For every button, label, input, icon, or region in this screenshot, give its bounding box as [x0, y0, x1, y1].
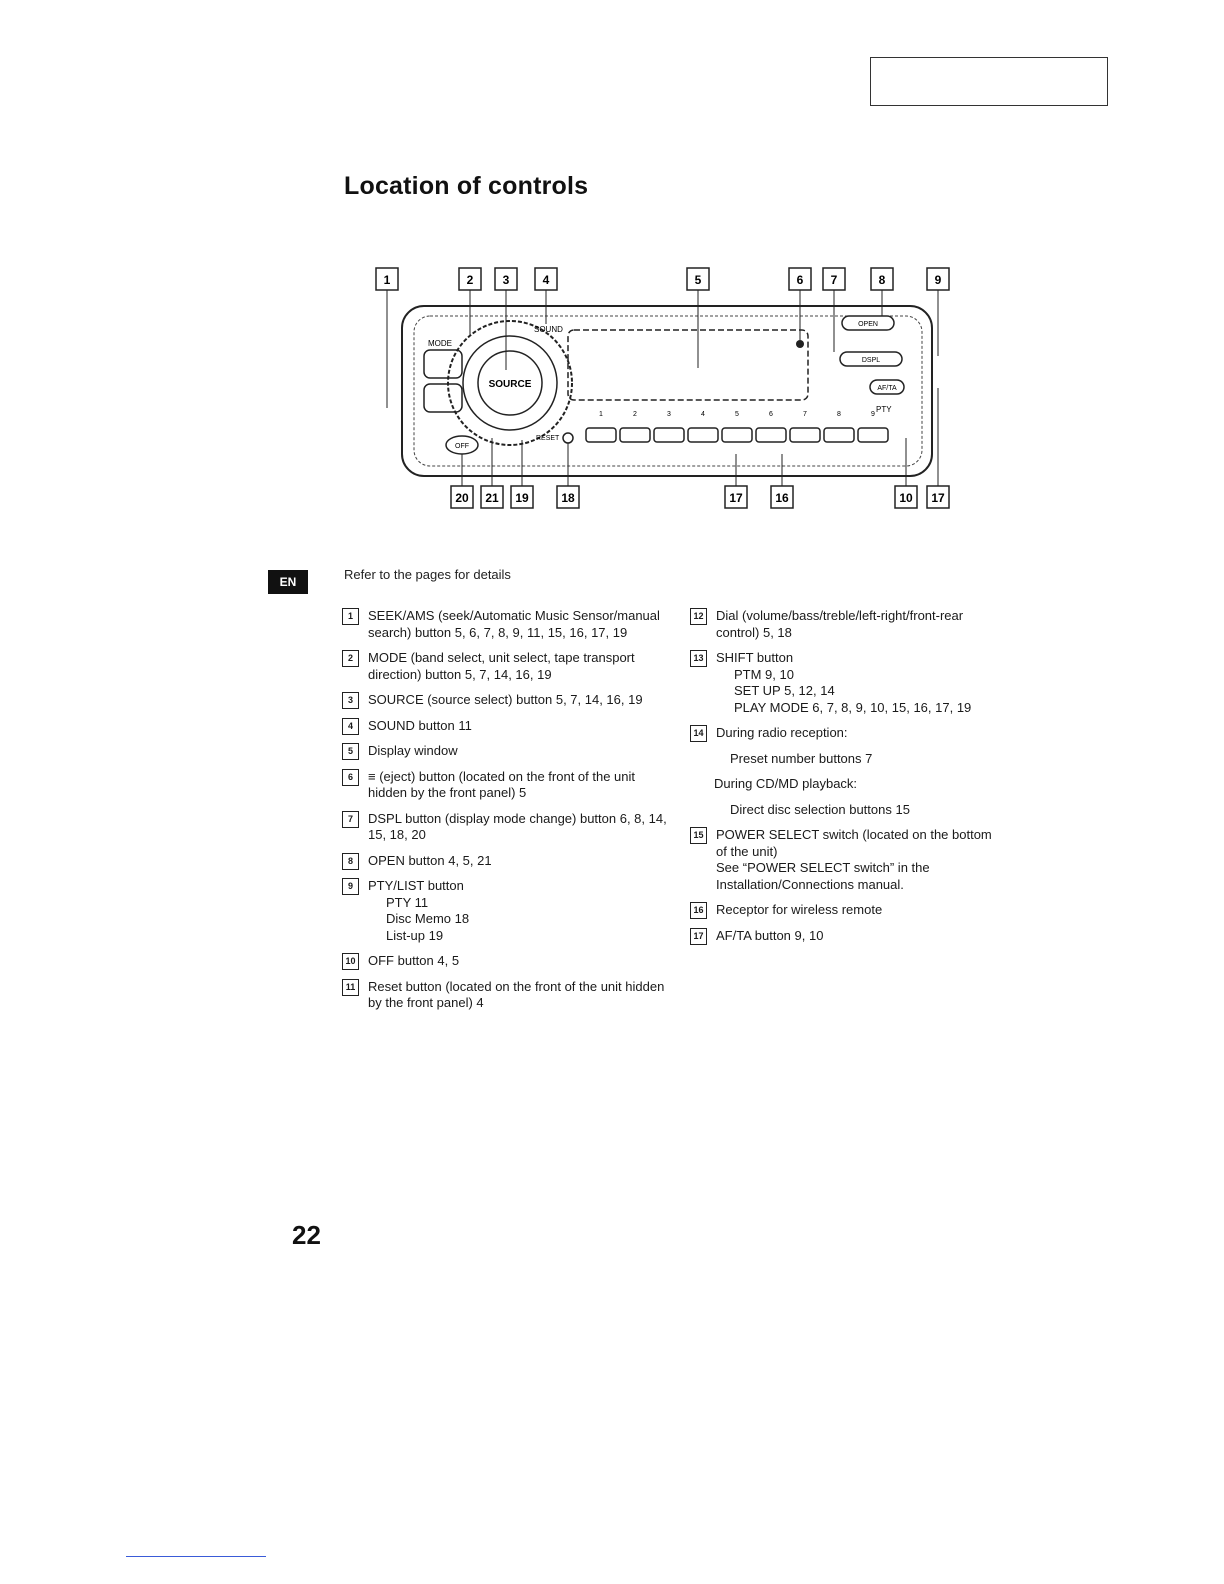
legend-item-16	[690, 902, 1000, 919]
legend-item-15	[690, 827, 1000, 893]
svg-text:8: 8	[878, 273, 886, 287]
reset-label: RESET	[536, 435, 560, 442]
page-title: Location of controls	[344, 172, 589, 200]
legend-text: Receptor for wireless remote	[716, 902, 883, 917]
language-tab: EN	[268, 570, 308, 594]
display-window	[568, 330, 808, 400]
leader-lines	[387, 290, 938, 486]
preset-button-7	[790, 428, 820, 442]
callout-bottom-1	[481, 486, 503, 508]
legend-number: 1	[342, 608, 359, 625]
svg-text:4: 4	[542, 273, 550, 287]
legend-text: Preset number buttons 7	[730, 750, 873, 766]
svg-text:19: 19	[515, 491, 529, 505]
legend-number: 9	[342, 878, 359, 895]
legend-item-10	[342, 953, 672, 970]
af-ta-label: AF/TA	[877, 385, 897, 392]
svg-text:21: 21	[485, 491, 499, 505]
preset-number-2: 2	[633, 411, 637, 418]
legend-subitem	[690, 751, 1000, 768]
callout-bottom-6	[895, 486, 917, 508]
svg-text:1: 1	[383, 273, 391, 287]
legend-number: 16	[690, 902, 707, 919]
legend-text: SOURCE (source select) button 5, 7, 14, 16, 19	[368, 692, 643, 707]
callout-bottom-3	[557, 486, 579, 508]
legend-number: 10	[342, 953, 359, 970]
legend-number: 6	[342, 769, 359, 786]
footer-link-line	[126, 1556, 266, 1557]
legend-number: 12	[690, 608, 707, 625]
legend-text: AF/TA button 9, 10	[716, 927, 824, 943]
callout-bottom-7	[927, 486, 949, 508]
legend-item-6	[342, 769, 672, 802]
preset-number-9: 9	[871, 411, 875, 418]
svg-text:20: 20	[455, 491, 469, 505]
callout-top-6	[789, 268, 811, 290]
callout-bottom-5	[771, 486, 793, 508]
legend-number: 3	[342, 692, 359, 709]
preset-number-6: 6	[769, 411, 773, 418]
legend-item-1	[342, 608, 672, 641]
svg-text:5: 5	[694, 273, 702, 287]
legend-text: SHIFT button	[716, 650, 794, 665]
svg-text:2: 2	[466, 273, 474, 287]
legend-item-11	[342, 979, 672, 1012]
legend-item-3	[342, 692, 672, 709]
svg-text:16: 16	[775, 491, 789, 505]
legend-text: ≡ (eject) button (located on the front of the unit hidden by the front panel) 5	[368, 768, 636, 800]
legend-text: SET UP 5, 12, 14	[734, 683, 835, 698]
legend-number: 7	[342, 811, 359, 828]
right-legend	[690, 608, 1000, 953]
source-label: SOURCE	[488, 379, 532, 390]
legend-text: OPEN button 4, 5, 21	[368, 852, 492, 868]
receptor	[796, 340, 804, 348]
sound-label: SOUND	[534, 325, 563, 334]
legend-text: MODE (band select, unit select, tape transport direction) button 5, 7, 14, 16, 19	[368, 650, 635, 682]
legend-text: Dial (volume/bass/treble/left-right/front-rear control) 5, 18	[716, 608, 964, 640]
preset-number-3: 3	[667, 411, 671, 418]
legend-item-14	[690, 725, 1000, 742]
legend-number: 4	[342, 718, 359, 735]
legend-number: 2	[342, 650, 359, 667]
callout-bottom-4	[725, 486, 747, 508]
legend-text: List-up 19	[386, 927, 444, 943]
preset-button-6	[756, 428, 786, 442]
preset-number-7: 7	[803, 411, 807, 418]
legend-text: PLAY MODE 6, 7, 8, 9, 10, 15, 16, 17, 19	[734, 699, 972, 715]
legend-text: Display window	[368, 743, 458, 758]
svg-text:7: 7	[830, 273, 838, 287]
legend-number: 17	[690, 928, 707, 945]
control-panel-diagram	[370, 258, 960, 518]
seek-button-down	[424, 384, 462, 412]
callout-top-8	[871, 268, 893, 290]
legend-number: 8	[342, 853, 359, 870]
legend-item-5	[342, 743, 672, 760]
legend-item-9	[342, 878, 672, 944]
legend-number: 15	[690, 827, 707, 844]
callout-top-4	[535, 268, 557, 290]
legend-item-4	[342, 718, 672, 735]
callout-bottom-0	[451, 486, 473, 508]
preset-button-2	[620, 428, 650, 442]
seek-button-up	[424, 350, 462, 378]
callout-top-9	[927, 268, 949, 290]
preset-button-3	[654, 428, 684, 442]
preset-number-8: 8	[837, 411, 841, 418]
legend-item-7	[342, 811, 672, 844]
svg-text:3: 3	[502, 273, 510, 287]
legend-number: 11	[342, 979, 359, 996]
legend-number: 13	[690, 650, 707, 667]
open-label: OPEN	[858, 321, 878, 328]
legend-text: PTM 9, 10	[734, 666, 794, 682]
legend-number: 5	[342, 743, 359, 760]
header-box	[870, 57, 1108, 106]
callout-top-5	[687, 268, 709, 290]
legend-text: DSPL button (display mode change) button 6, 8, 14, 15, 18, 20	[368, 810, 667, 842]
preset-button-5	[722, 428, 752, 442]
legend-text: Direct disc selection buttons 15	[730, 801, 910, 817]
dspl-label: DSPL	[861, 357, 881, 364]
svg-text:6: 6	[796, 273, 804, 287]
legend-text: SOUND button 11	[368, 717, 472, 733]
legend-text: During CD/MD playback:	[714, 776, 858, 791]
preset-number-1: 1	[599, 411, 603, 418]
legend-item-13	[690, 650, 1000, 716]
preset-number-4: 4	[701, 411, 705, 418]
legend-text: PTY/LIST button	[368, 878, 464, 893]
refer-note: Refer to the pages for details	[344, 567, 511, 582]
preset-button-1	[586, 428, 616, 442]
legend-text: POWER SELECT switch (located on the bottom of the unit)	[716, 827, 992, 859]
legend-text: See “POWER SELECT switch” in the Installation/Connections manual.	[716, 860, 930, 892]
left-legend	[342, 608, 672, 1021]
legend-text: Reset button (located on the front of the unit hidden by the front panel) 4	[368, 978, 665, 1010]
preset-button-8	[824, 428, 854, 442]
page-number: 22	[292, 1220, 321, 1250]
legend-text: OFF button 4, 5	[368, 953, 460, 968]
legend-number: 14	[690, 725, 707, 742]
svg-text:17: 17	[729, 491, 743, 505]
preset-button-4	[688, 428, 718, 442]
pty-label: PTY	[876, 405, 892, 414]
legend-text: SEEK/AMS (seek/Automatic Music Sensor/manual search) button 5, 6, 7, 8, 9, 11, 15, 16, 17, 19	[368, 608, 660, 640]
callout-top-2	[459, 268, 481, 290]
legend-subitem	[690, 802, 1000, 819]
mode-label: MODE	[428, 339, 452, 348]
callout-top-7	[823, 268, 845, 290]
callout-top-1	[376, 268, 398, 290]
legend-subitem	[690, 776, 1000, 793]
off-label: OFF	[455, 443, 469, 450]
legend-item-8	[342, 853, 672, 870]
preset-number-5: 5	[735, 411, 739, 418]
preset-button-9	[858, 428, 888, 442]
legend-item-2	[342, 650, 672, 683]
legend-text: Disc Memo 18	[386, 911, 470, 926]
reset-button	[563, 433, 573, 443]
legend-item-17	[690, 928, 1000, 945]
callout-bottom-2	[511, 486, 533, 508]
legend-text: PTY 11	[386, 894, 429, 910]
svg-text:10: 10	[899, 491, 913, 505]
svg-text:9: 9	[934, 273, 942, 287]
svg-text:17: 17	[931, 491, 945, 505]
svg-text:18: 18	[561, 491, 575, 505]
legend-item-12	[690, 608, 1000, 641]
legend-text: During radio reception:	[716, 725, 848, 740]
callout-top-3	[495, 268, 517, 290]
